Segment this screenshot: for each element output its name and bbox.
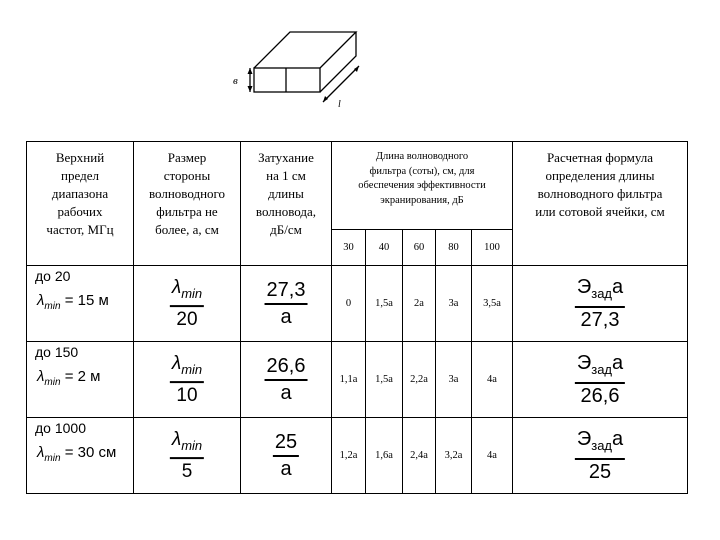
lambda-symbol: λ bbox=[37, 368, 45, 385]
atten-numerator: 26,6 bbox=[266, 354, 306, 377]
header-freq-line: частот, МГц bbox=[46, 222, 114, 237]
formula-denominator: 26,6 bbox=[580, 384, 620, 407]
atten-denominator: а bbox=[280, 457, 292, 480]
lambda-symbol: λ bbox=[171, 352, 182, 374]
table-row bbox=[27, 342, 688, 418]
header-size-line: Размер bbox=[167, 150, 207, 165]
length-cell: 1,1а bbox=[332, 342, 366, 418]
freq-cell bbox=[27, 266, 134, 342]
min-subscript: min bbox=[181, 361, 203, 377]
length-cell: 1,6а bbox=[366, 418, 403, 494]
arrow-up-icon bbox=[248, 68, 253, 74]
header-size-line: волноводного bbox=[148, 186, 226, 201]
header-freq-line: диапазона bbox=[51, 186, 109, 201]
min-subscript: min bbox=[44, 377, 61, 388]
zad-subscript: зад bbox=[591, 285, 613, 301]
header-formula-line: или сотовой ячейки, см bbox=[535, 204, 665, 219]
e-symbol: Э bbox=[576, 351, 592, 374]
lambda-value: = 2 м bbox=[64, 368, 101, 385]
header-length-line: экранирования, дБ bbox=[380, 194, 464, 206]
lambda-expression bbox=[37, 444, 116, 464]
arrow-down-icon bbox=[248, 86, 253, 92]
size-denominator: 5 bbox=[181, 461, 193, 483]
header-freq bbox=[27, 142, 134, 266]
atten-cell bbox=[241, 418, 332, 494]
size-fraction bbox=[170, 353, 204, 407]
atten-cell bbox=[241, 342, 332, 418]
header-size bbox=[134, 142, 241, 266]
length-cell: 0 bbox=[332, 266, 366, 342]
formula-cell bbox=[513, 342, 688, 418]
formula-fraction bbox=[575, 353, 625, 407]
header-size-line: фильтра не bbox=[156, 204, 218, 219]
pct-col: 80 bbox=[436, 230, 472, 266]
header-freq-line: рабочих bbox=[57, 204, 103, 219]
atten-fraction bbox=[273, 432, 299, 480]
header-length-line: фильтра (соты), см, для bbox=[369, 165, 475, 177]
formula-cell bbox=[513, 266, 688, 342]
header-freq-line: Верхний bbox=[55, 150, 105, 165]
freq-value: до 1000 bbox=[35, 420, 86, 436]
length-cell: 4а bbox=[472, 418, 513, 494]
label-b: в bbox=[233, 75, 238, 87]
zad-subscript: зад bbox=[591, 437, 613, 453]
pct-col: 60 bbox=[403, 230, 436, 266]
pct-col: 100 bbox=[472, 230, 513, 266]
a-symbol: а bbox=[612, 351, 624, 374]
label-l: l bbox=[338, 99, 341, 110]
lambda-value: = 30 см bbox=[64, 444, 117, 461]
zad-subscript: зад bbox=[591, 361, 613, 377]
header-freq-line: предел bbox=[61, 168, 99, 183]
length-cell: 3а bbox=[436, 266, 472, 342]
atten-denominator: а bbox=[280, 305, 292, 328]
lambda-expression bbox=[37, 368, 100, 388]
size-denominator: 20 bbox=[176, 309, 198, 331]
min-subscript: min bbox=[44, 453, 61, 464]
header-atten-line: на 1 см bbox=[266, 168, 306, 183]
formula-fraction bbox=[575, 277, 625, 331]
lambda-symbol: λ bbox=[37, 444, 45, 461]
atten-fraction bbox=[265, 356, 308, 404]
e-symbol: Э bbox=[576, 427, 592, 450]
header-formula bbox=[513, 142, 688, 266]
lambda-expression bbox=[37, 292, 109, 312]
size-cell bbox=[134, 266, 241, 342]
size-fraction bbox=[170, 429, 204, 483]
length-cell: 1,5а bbox=[366, 342, 403, 418]
lambda-symbol: λ bbox=[171, 428, 182, 450]
length-cell: 3,2а bbox=[436, 418, 472, 494]
lambda-symbol: λ bbox=[37, 292, 45, 309]
length-cell: 1,5а bbox=[366, 266, 403, 342]
waveguide-diagram bbox=[0, 0, 720, 140]
lambda-value: = 15 м bbox=[64, 292, 109, 309]
header-length-line: обеспечения эффективности bbox=[358, 180, 486, 191]
atten-denominator: а bbox=[280, 381, 292, 404]
size-fraction bbox=[170, 277, 204, 331]
freq-cell bbox=[27, 342, 134, 418]
header-length-line: Длина волноводного bbox=[375, 151, 469, 162]
freq-value: до 150 bbox=[35, 344, 79, 360]
e-symbol: Э bbox=[576, 275, 592, 298]
length-cell: 3,5а bbox=[472, 266, 513, 342]
length-cell: 2,4а bbox=[403, 418, 436, 494]
formula-denominator: 27,3 bbox=[580, 308, 620, 331]
size-denominator: 10 bbox=[176, 385, 198, 407]
formula-cell bbox=[513, 418, 688, 494]
header-formula-line: волноводного фильтра bbox=[537, 186, 663, 201]
table-row bbox=[27, 418, 688, 494]
a-symbol: а bbox=[612, 427, 624, 450]
header-atten-line: дБ/см bbox=[270, 222, 302, 237]
length-cell: 2а bbox=[403, 266, 436, 342]
header-size-line: стороны bbox=[163, 168, 211, 183]
header-formula-line: Расчетная формула bbox=[546, 150, 654, 165]
table-row bbox=[27, 266, 688, 342]
atten-numerator: 25 bbox=[274, 430, 298, 453]
lambda-symbol: λ bbox=[171, 276, 182, 298]
filter-table bbox=[26, 141, 688, 494]
length-cell: 3а bbox=[436, 342, 472, 418]
min-subscript: min bbox=[44, 301, 61, 312]
formula-fraction bbox=[575, 429, 625, 483]
header-atten-line: Затухание bbox=[258, 150, 314, 165]
length-cell: 1,2а bbox=[332, 418, 366, 494]
size-cell bbox=[134, 418, 241, 494]
waveguide-front-face bbox=[254, 68, 320, 92]
header-atten-line: длины bbox=[268, 186, 304, 201]
min-subscript: min bbox=[181, 285, 203, 301]
pct-col: 30 bbox=[332, 230, 366, 266]
length-cell: 2,2а bbox=[403, 342, 436, 418]
freq-value: до 20 bbox=[35, 268, 71, 284]
formula-denominator: 25 bbox=[588, 460, 612, 483]
min-subscript: min bbox=[181, 437, 203, 453]
length-cell: 4а bbox=[472, 342, 513, 418]
freq-cell bbox=[27, 418, 134, 494]
a-symbol: а bbox=[612, 275, 624, 298]
header-formula-line: определения длины bbox=[545, 168, 655, 183]
waveguide-top-face bbox=[254, 32, 356, 68]
header-atten-line: волновода, bbox=[255, 204, 317, 219]
pct-col: 40 bbox=[366, 230, 403, 266]
size-cell bbox=[134, 342, 241, 418]
header-length bbox=[332, 142, 513, 230]
header-size-line: более, а, см bbox=[155, 222, 219, 237]
header-atten bbox=[241, 142, 332, 266]
atten-numerator: 27,3 bbox=[266, 278, 306, 301]
atten-fraction bbox=[265, 280, 308, 328]
header-row bbox=[27, 142, 688, 230]
atten-cell bbox=[241, 266, 332, 342]
